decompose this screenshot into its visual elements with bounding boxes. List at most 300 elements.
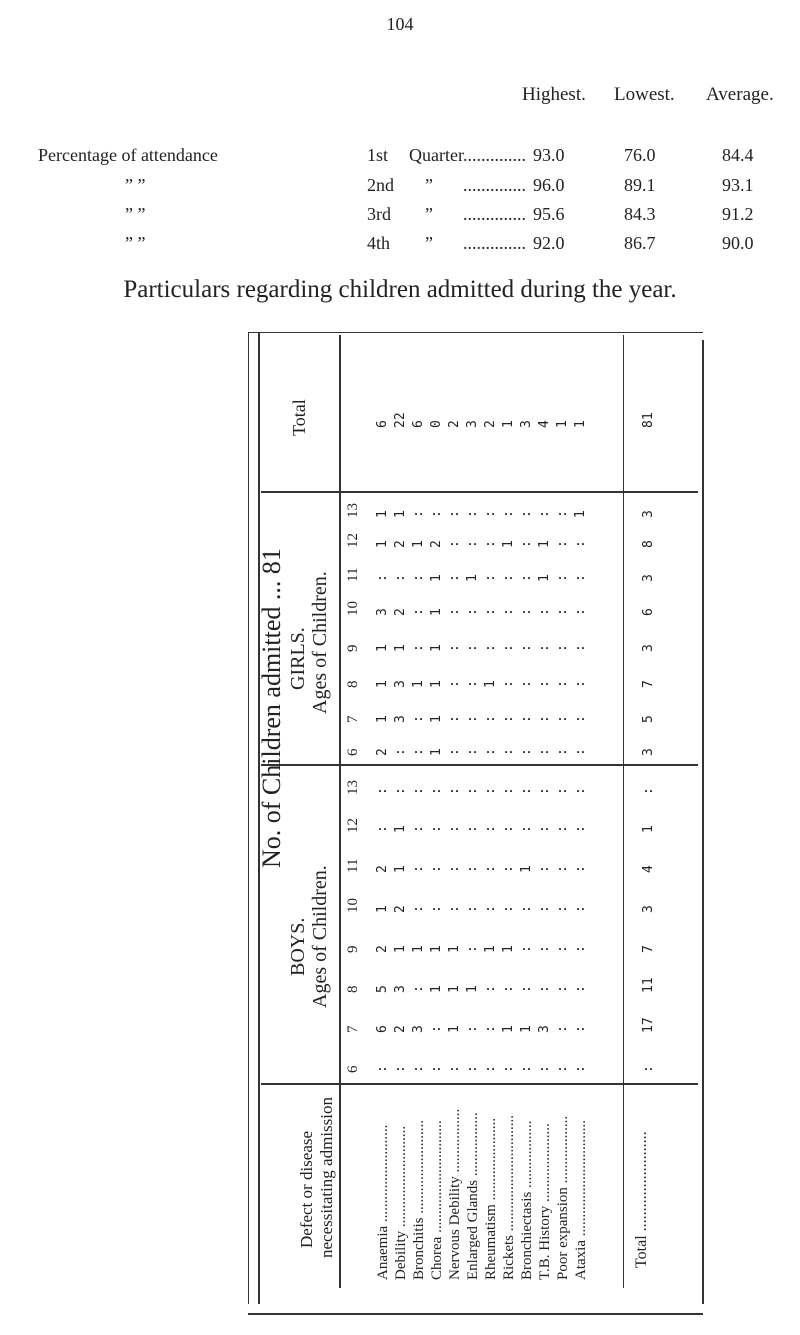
lowest-header: Lowest. <box>614 84 675 105</box>
boys-caption: BOYS. <box>287 917 309 976</box>
girls-cell: 1 <box>537 574 552 582</box>
boys-cell: 1 <box>411 945 426 953</box>
boys-cell: : <box>537 945 552 953</box>
boys-ages-caption: Ages of Children. <box>309 865 331 1008</box>
boys-cell: 3 <box>393 985 408 993</box>
girls-cell: : <box>501 574 516 582</box>
girls-cell: : <box>483 540 498 548</box>
girls-cell: : <box>483 574 498 582</box>
girls-cell: : <box>501 748 516 756</box>
girls-cell: : <box>411 608 426 616</box>
boys-cell: 3 <box>537 1025 552 1033</box>
girls-cell: : <box>537 680 552 688</box>
girls-cell: 1 <box>429 748 444 756</box>
header-rule <box>339 335 341 1288</box>
boys-cell: 1 <box>429 985 444 993</box>
quarter-label: 3rd <box>367 204 391 224</box>
girls-cell: : <box>519 608 534 616</box>
boys-cell: : <box>447 787 462 795</box>
condition-label: Debility ........................... <box>393 1125 409 1280</box>
boys-cell: : <box>555 985 570 993</box>
boys-cell: : <box>501 1065 516 1073</box>
boys-cell: : <box>573 865 588 873</box>
boys-cell: : <box>555 825 570 833</box>
boys-cell: 1 <box>465 985 480 993</box>
girls-age-header: 10 <box>345 601 361 616</box>
boys-cell: : <box>555 905 570 913</box>
girls-cell: 3 <box>375 608 390 616</box>
girls-cell: : <box>501 510 516 518</box>
row-total-cell: 1 <box>573 420 588 428</box>
boys-age-total: 3 <box>641 905 656 913</box>
girls-cell: : <box>537 510 552 518</box>
condition-label: Rickets ............................... <box>501 1115 517 1280</box>
girls-age-header: 6 <box>345 748 361 756</box>
total-caption: Total <box>289 399 309 436</box>
highest-value: 92.0 <box>533 233 565 253</box>
girls-cell: : <box>519 680 534 688</box>
leader-dots: .............. <box>463 204 526 224</box>
boys-cell: : <box>537 985 552 993</box>
boys-cell: : <box>429 865 444 873</box>
boys-cell: : <box>537 865 552 873</box>
row-total-cell: 6 <box>411 420 426 428</box>
boys-cell: : <box>483 787 498 795</box>
boys-cell: : <box>519 825 534 833</box>
row-total-cell: 1 <box>501 420 516 428</box>
girls-cell: 1 <box>375 540 390 548</box>
girls-age-header: 12 <box>345 533 361 548</box>
boys-cell: 2 <box>393 1025 408 1033</box>
girls-cell: : <box>483 748 498 756</box>
girls-cell: 1 <box>375 510 390 518</box>
girls-ages-caption: Ages of Children. <box>309 571 331 714</box>
boys-age-header: 10 <box>345 898 361 913</box>
girls-cell: : <box>555 510 570 518</box>
girls-cell: : <box>555 680 570 688</box>
boys-cell: 1 <box>447 985 462 993</box>
boys-cell: : <box>519 1065 534 1073</box>
condition-label: T.B. History ..................... <box>537 1123 553 1280</box>
girls-cell: : <box>411 510 426 518</box>
boys-cell: : <box>519 985 534 993</box>
boys-age-total: : <box>641 1065 656 1073</box>
boys-cell: : <box>501 905 516 913</box>
girls-cell: : <box>501 644 516 652</box>
page-number: 104 <box>386 14 414 34</box>
girls-cell: 1 <box>429 574 444 582</box>
girls-cell: : <box>501 715 516 723</box>
attendance-label: ” ” <box>125 233 146 253</box>
attendance-label: ” ” <box>125 175 146 195</box>
girls-cell: : <box>375 574 390 582</box>
boys-cell: : <box>537 825 552 833</box>
girls-cell: 1 <box>429 608 444 616</box>
boys-cell: : <box>483 1025 498 1033</box>
boys-cell: : <box>465 1025 480 1033</box>
row-total-cell: 3 <box>519 420 534 428</box>
girls-cell: : <box>465 644 480 652</box>
girls-cell: : <box>411 574 426 582</box>
row-total-cell: 22 <box>393 412 408 428</box>
leader-dots: .............. <box>463 175 526 195</box>
attendance-row <box>0 204 800 230</box>
boys-cell: 1 <box>519 865 534 873</box>
lowest-value: 84.3 <box>624 204 656 224</box>
girls-cell: : <box>501 608 516 616</box>
average-value: 91.2 <box>722 204 754 224</box>
highest-header: Highest. <box>522 84 586 105</box>
girls-cell: : <box>537 608 552 616</box>
girls-cell: : <box>519 715 534 723</box>
boys-cell: : <box>483 825 498 833</box>
girls-cell: 3 <box>393 715 408 723</box>
girls-cell: : <box>465 715 480 723</box>
girls-age-total: 6 <box>641 608 656 616</box>
girls-cell: 1 <box>501 540 516 548</box>
boys-cell: 1 <box>393 945 408 953</box>
girls-cell: : <box>447 680 462 688</box>
boys-cell: 1 <box>375 905 390 913</box>
quarter-suffix: ” <box>425 175 433 195</box>
girls-cell: : <box>447 574 462 582</box>
highest-value: 95.6 <box>533 204 565 224</box>
boys-cell: : <box>537 1065 552 1073</box>
boys-cell: : <box>483 865 498 873</box>
lowest-value: 86.7 <box>624 233 656 253</box>
girls-cell: : <box>573 644 588 652</box>
girls-cell: 2 <box>375 748 390 756</box>
lowest-value: 76.0 <box>624 145 656 165</box>
girls-cell: 1 <box>393 510 408 518</box>
girls-cell: 1 <box>429 715 444 723</box>
girls-age-total: 3 <box>641 574 656 582</box>
girls-cell: 1 <box>375 715 390 723</box>
section-title: Particulars regarding children admitted during the year. <box>123 276 677 303</box>
girls-cell: : <box>501 680 516 688</box>
quarter-label: 2nd <box>367 175 394 195</box>
girls-cell: : <box>447 510 462 518</box>
boys-cell: : <box>501 787 516 795</box>
boys-cell: 2 <box>375 865 390 873</box>
girls-cell: : <box>483 510 498 518</box>
girls-cell: : <box>465 680 480 688</box>
boys-cell: : <box>465 787 480 795</box>
boys-age-total: 4 <box>641 865 656 873</box>
condition-label: Rheumatism ...................... <box>483 1117 499 1280</box>
boys-cell: : <box>555 1025 570 1033</box>
girls-cell: : <box>519 644 534 652</box>
boys-age-header: 7 <box>345 1025 361 1033</box>
boys-cell: : <box>411 825 426 833</box>
average-header: Average. <box>706 84 774 105</box>
condition-label: Ataxia ............................... <box>573 1120 589 1280</box>
row-total-cell: 3 <box>465 420 480 428</box>
boys-cell: : <box>573 905 588 913</box>
boys-cell: 1 <box>393 825 408 833</box>
girls-cell: 1 <box>465 574 480 582</box>
row-total-cell: 2 <box>447 420 462 428</box>
leader-dots: .............. <box>463 233 526 253</box>
boys-cell: : <box>375 825 390 833</box>
row-total-cell: 2 <box>483 420 498 428</box>
girls-cell: : <box>411 748 426 756</box>
boys-cell: : <box>573 1065 588 1073</box>
boys-cell: : <box>447 905 462 913</box>
girls-cell: : <box>537 748 552 756</box>
boys-age-header: 6 <box>345 1065 361 1073</box>
girls-cell: : <box>555 644 570 652</box>
boys-age-header: 9 <box>345 945 361 953</box>
girls-cell: : <box>483 715 498 723</box>
boys-age-total: : <box>641 787 656 795</box>
boys-cell: : <box>573 787 588 795</box>
boys-cell: : <box>411 985 426 993</box>
boys-cell: : <box>483 985 498 993</box>
boys-cell: : <box>465 1065 480 1073</box>
girls-age-header: 7 <box>345 715 361 723</box>
condition-label: Bronchitis ......................... <box>411 1120 427 1280</box>
girls-cell: 2 <box>429 540 444 548</box>
girls-cell: : <box>465 540 480 548</box>
average-value: 84.4 <box>722 145 754 165</box>
girls-cell: 1 <box>375 644 390 652</box>
condition-label: Anaemia .......................... <box>375 1124 391 1280</box>
boys-cell: : <box>429 1025 444 1033</box>
girls-age-header: 13 <box>345 503 361 518</box>
girls-age-header: 9 <box>345 644 361 652</box>
average-value: 90.0 <box>722 233 754 253</box>
boys-cell: : <box>393 1065 408 1073</box>
girls-cell: 1 <box>411 540 426 548</box>
boys-cell: : <box>429 787 444 795</box>
boys-cell: : <box>411 905 426 913</box>
boys-cell: : <box>411 865 426 873</box>
boys-cell: : <box>501 985 516 993</box>
quarter-label: 1st <box>367 145 389 165</box>
boys-cell: : <box>501 865 516 873</box>
quarter-suffix: Quarter <box>409 145 464 165</box>
boys-cell: : <box>573 985 588 993</box>
girls-caption: GIRLS. <box>287 627 309 690</box>
boys-age-total: 1 <box>641 825 656 833</box>
girls-cell: : <box>483 608 498 616</box>
girls-cell: 1 <box>393 644 408 652</box>
girls-cell: : <box>447 540 462 548</box>
boys-cell: : <box>519 787 534 795</box>
girls-cell: : <box>573 574 588 582</box>
quarter-suffix: ” <box>425 204 433 224</box>
boys-cell: : <box>447 1065 462 1073</box>
boys-cell: : <box>429 905 444 913</box>
girls-cell: : <box>519 540 534 548</box>
girls-cell: : <box>447 644 462 652</box>
girls-cell: : <box>447 715 462 723</box>
boys-age-header: 13 <box>345 780 361 795</box>
boys-cell: : <box>537 905 552 913</box>
section-rule <box>261 764 698 766</box>
total-label: Total ......................... <box>633 1131 650 1268</box>
boys-cell: : <box>375 787 390 795</box>
girls-cell: : <box>393 574 408 582</box>
lowest-value: 89.1 <box>624 175 656 195</box>
girls-cell: : <box>555 540 570 548</box>
girls-cell: 1 <box>429 644 444 652</box>
boys-cell: : <box>393 787 408 795</box>
condition-label: Chorea .............................. <box>429 1120 445 1280</box>
girls-cell: 1 <box>429 680 444 688</box>
boys-cell: : <box>555 945 570 953</box>
attendance-row <box>0 233 800 259</box>
boys-cell: : <box>573 945 588 953</box>
boys-cell: 1 <box>501 1025 516 1033</box>
boys-cell: 1 <box>519 1025 534 1033</box>
girls-cell: 3 <box>393 680 408 688</box>
quarter-suffix: ” <box>425 233 433 253</box>
section-rule <box>261 491 698 493</box>
girls-cell: : <box>537 715 552 723</box>
girls-cell: : <box>411 715 426 723</box>
girls-cell: : <box>555 748 570 756</box>
girls-age-total: 3 <box>641 510 656 518</box>
boys-cell: : <box>573 825 588 833</box>
girls-age-total: 8 <box>641 540 656 548</box>
girls-cell: 1 <box>375 680 390 688</box>
table-bottom-rule <box>248 1313 703 1315</box>
girls-cell: : <box>447 748 462 756</box>
boys-cell: : <box>573 1025 588 1033</box>
row-total-cell: 1 <box>555 420 570 428</box>
boys-cell: 1 <box>447 945 462 953</box>
boys-cell: 5 <box>375 985 390 993</box>
girls-cell: : <box>555 608 570 616</box>
defect-caption: necessitating admission <box>317 1096 336 1258</box>
girls-cell: 2 <box>393 608 408 616</box>
boys-cell: : <box>447 865 462 873</box>
girls-age-total: 5 <box>641 715 656 723</box>
girls-age-total: 3 <box>641 748 656 756</box>
condition-label: Bronchiectasis .................. <box>519 1120 535 1280</box>
boys-age-header: 12 <box>345 818 361 833</box>
girls-cell: : <box>411 644 426 652</box>
defect-caption: Defect or disease <box>297 1130 316 1248</box>
section-rule <box>261 1083 698 1085</box>
admissions-table <box>248 332 718 1304</box>
girls-age-header: 11 <box>345 567 361 582</box>
girls-cell: 1 <box>411 680 426 688</box>
grand-total: 81 <box>641 412 656 428</box>
girls-cell: : <box>393 748 408 756</box>
attendance-row <box>0 145 800 171</box>
boys-cell: : <box>447 825 462 833</box>
girls-cell: : <box>573 715 588 723</box>
girls-cell: : <box>537 644 552 652</box>
boys-cell: : <box>411 1065 426 1073</box>
boys-cell: : <box>465 945 480 953</box>
total-rule <box>623 335 624 1288</box>
girls-cell: : <box>573 540 588 548</box>
boys-cell: : <box>555 865 570 873</box>
girls-cell: : <box>555 715 570 723</box>
boys-cell: : <box>555 787 570 795</box>
girls-cell: : <box>447 608 462 616</box>
girls-cell: 1 <box>483 680 498 688</box>
boys-cell: : <box>555 1065 570 1073</box>
boys-cell: : <box>465 825 480 833</box>
girls-cell: : <box>519 510 534 518</box>
girls-age-header: 8 <box>345 680 361 688</box>
boys-cell: : <box>519 945 534 953</box>
boys-cell: : <box>501 825 516 833</box>
boys-cell: 3 <box>411 1025 426 1033</box>
row-total-cell: 4 <box>537 420 552 428</box>
boys-age-total: 17 <box>641 1017 656 1033</box>
girls-cell: : <box>465 748 480 756</box>
girls-cell: : <box>519 574 534 582</box>
highest-value: 96.0 <box>533 175 565 195</box>
boys-cell: : <box>465 905 480 913</box>
girls-age-total: 7 <box>641 680 656 688</box>
girls-cell: : <box>429 510 444 518</box>
boys-cell: : <box>411 787 426 795</box>
boys-cell: : <box>519 905 534 913</box>
boys-cell: 2 <box>375 945 390 953</box>
boys-cell: 1 <box>483 945 498 953</box>
boys-cell: : <box>429 825 444 833</box>
girls-cell: : <box>483 644 498 652</box>
girls-cell: : <box>555 574 570 582</box>
girls-cell: 2 <box>393 540 408 548</box>
boys-cell: 6 <box>375 1025 390 1033</box>
condition-label: Poor expansion .................. <box>555 1115 571 1280</box>
girls-cell: : <box>465 608 480 616</box>
quarter-label: 4th <box>367 233 391 253</box>
attendance-row <box>0 175 800 201</box>
row-total-cell: 6 <box>375 420 390 428</box>
condition-label: Nervous Debility ................. <box>447 1108 463 1280</box>
boys-age-header: 8 <box>345 985 361 993</box>
boys-cell: 1 <box>501 945 516 953</box>
boys-age-header: 11 <box>345 858 361 873</box>
girls-age-total: 3 <box>641 644 656 652</box>
outer-caption: No. of Children admitted ... 81 <box>257 548 286 868</box>
condition-label: Enlarged Glands ................. <box>465 1112 481 1280</box>
boys-cell: 1 <box>393 865 408 873</box>
boys-cell: : <box>483 1065 498 1073</box>
highest-value: 93.0 <box>533 145 565 165</box>
boys-cell: : <box>375 1065 390 1073</box>
girls-cell: : <box>573 608 588 616</box>
girls-cell: : <box>573 680 588 688</box>
boys-cell: 2 <box>393 905 408 913</box>
boys-cell: 1 <box>429 945 444 953</box>
girls-cell: 1 <box>537 540 552 548</box>
attendance-label: Percentage of attendance <box>38 145 218 165</box>
average-value: 93.1 <box>722 175 754 195</box>
girls-cell: 1 <box>573 510 588 518</box>
row-total-cell: 0 <box>429 420 444 428</box>
boys-cell: : <box>429 1065 444 1073</box>
boys-cell: 1 <box>447 1025 462 1033</box>
girls-cell: : <box>465 510 480 518</box>
boys-age-total: 11 <box>641 977 656 993</box>
boys-cell: : <box>465 865 480 873</box>
boys-age-total: 7 <box>641 945 656 953</box>
boys-cell: : <box>537 787 552 795</box>
leader-dots: .............. <box>463 145 526 165</box>
girls-cell: : <box>573 748 588 756</box>
boys-cell: : <box>483 905 498 913</box>
